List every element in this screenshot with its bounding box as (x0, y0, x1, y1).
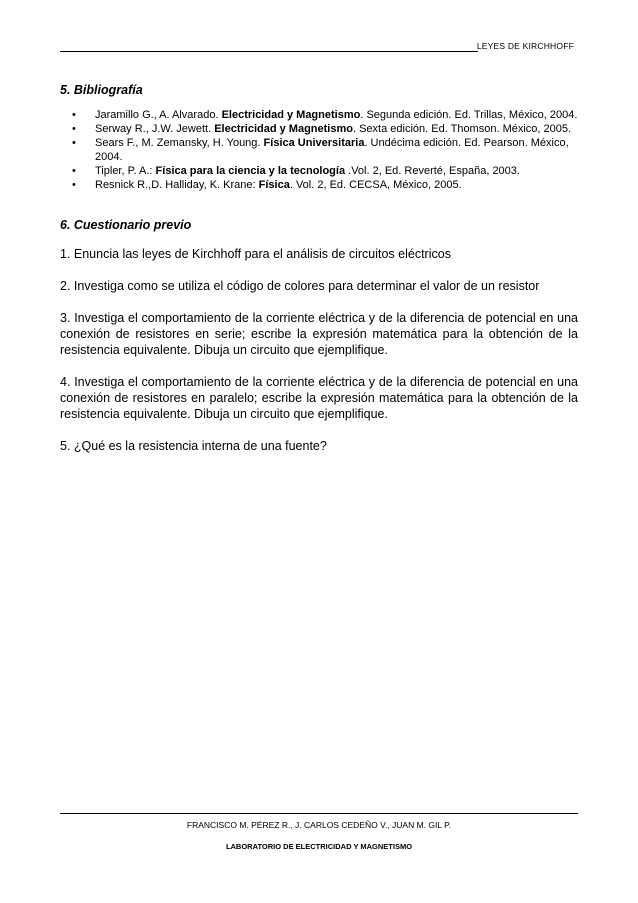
question-5: 5. ¿Qué es la resistencia interna de una fuente? (60, 439, 327, 453)
questionnaire-heading: 6. Cuestionario previo (60, 218, 192, 232)
footer-rule (60, 813, 578, 814)
page-content (60, 80, 578, 470)
bibliography-item: • Serway R., J.W. Jewett. Electricidad y Magnetismo. Sexta edición. Ed. Thomson. México, 2005. (72, 123, 572, 135)
footer-lab-name: LABORATORIO DE ELECTRICIDAD Y MAGNETISMO (225, 842, 413, 851)
bibliography-item: • Resnick R.,D. Halliday, K. Krane: Física. Vol. 2, Ed. CECSA, México, 2005. (72, 179, 462, 191)
header-rule (60, 51, 478, 52)
bullet-icon: • (72, 179, 76, 191)
footer-authors: FRANCISCO M. PÉREZ R., J. CARLOS CEDEÑO V., JUAN M. GIL P. (186, 820, 452, 830)
question-1: 1. Enuncia las leyes de Kirchhoff para el análisis de circuitos eléctricos (60, 247, 451, 261)
page-header (60, 38, 578, 52)
bullet-icon: • (72, 109, 76, 121)
question-4: 4. Investiga el comportamiento de la corriente eléctrica y de la diferencia de potencial en una conexión de resistores en paralelo; escribe la expresión matemática para la obtención de la resistencia equivalente. Dibuja un circuito que ejemplifique. (60, 375, 578, 421)
question-2: 2. Investiga como se utiliza el código de colores para determinar el valor de un resistor (60, 279, 540, 293)
bibliography-heading: 5. Bibliografía (60, 83, 143, 97)
bullet-icon: • (72, 165, 76, 177)
header-title: LEYES DE KIRCHHOFF (476, 41, 574, 51)
bibliography-item: • Jaramillo G., A. Alvarado. Electricidad y Magnetismo. Segunda edición. Ed. Trillas, México, 2004. (72, 109, 578, 121)
bibliography-list (60, 108, 578, 192)
bibliography-item: • Sears F., M. Zemansky, H. Young. Física Universitaria. Undécima edición. Ed. Pearson. México, 2004. (72, 137, 569, 163)
bullet-icon: • (72, 137, 76, 149)
bibliography-item: • Tipler, P. A.: Física para la ciencia y la tecnología .Vol. 2, Ed. Reverté, España, 2003. (72, 165, 520, 177)
question-3: 3. Investiga el comportamiento de la corriente eléctrica y de la diferencia de potencial en una conexión de resistores en serie; escribe la expresión matemática para la obtención de la resistencia equivalente. Dibuja un circuito que ejemplifique. (60, 311, 578, 357)
bullet-icon: • (72, 123, 76, 135)
